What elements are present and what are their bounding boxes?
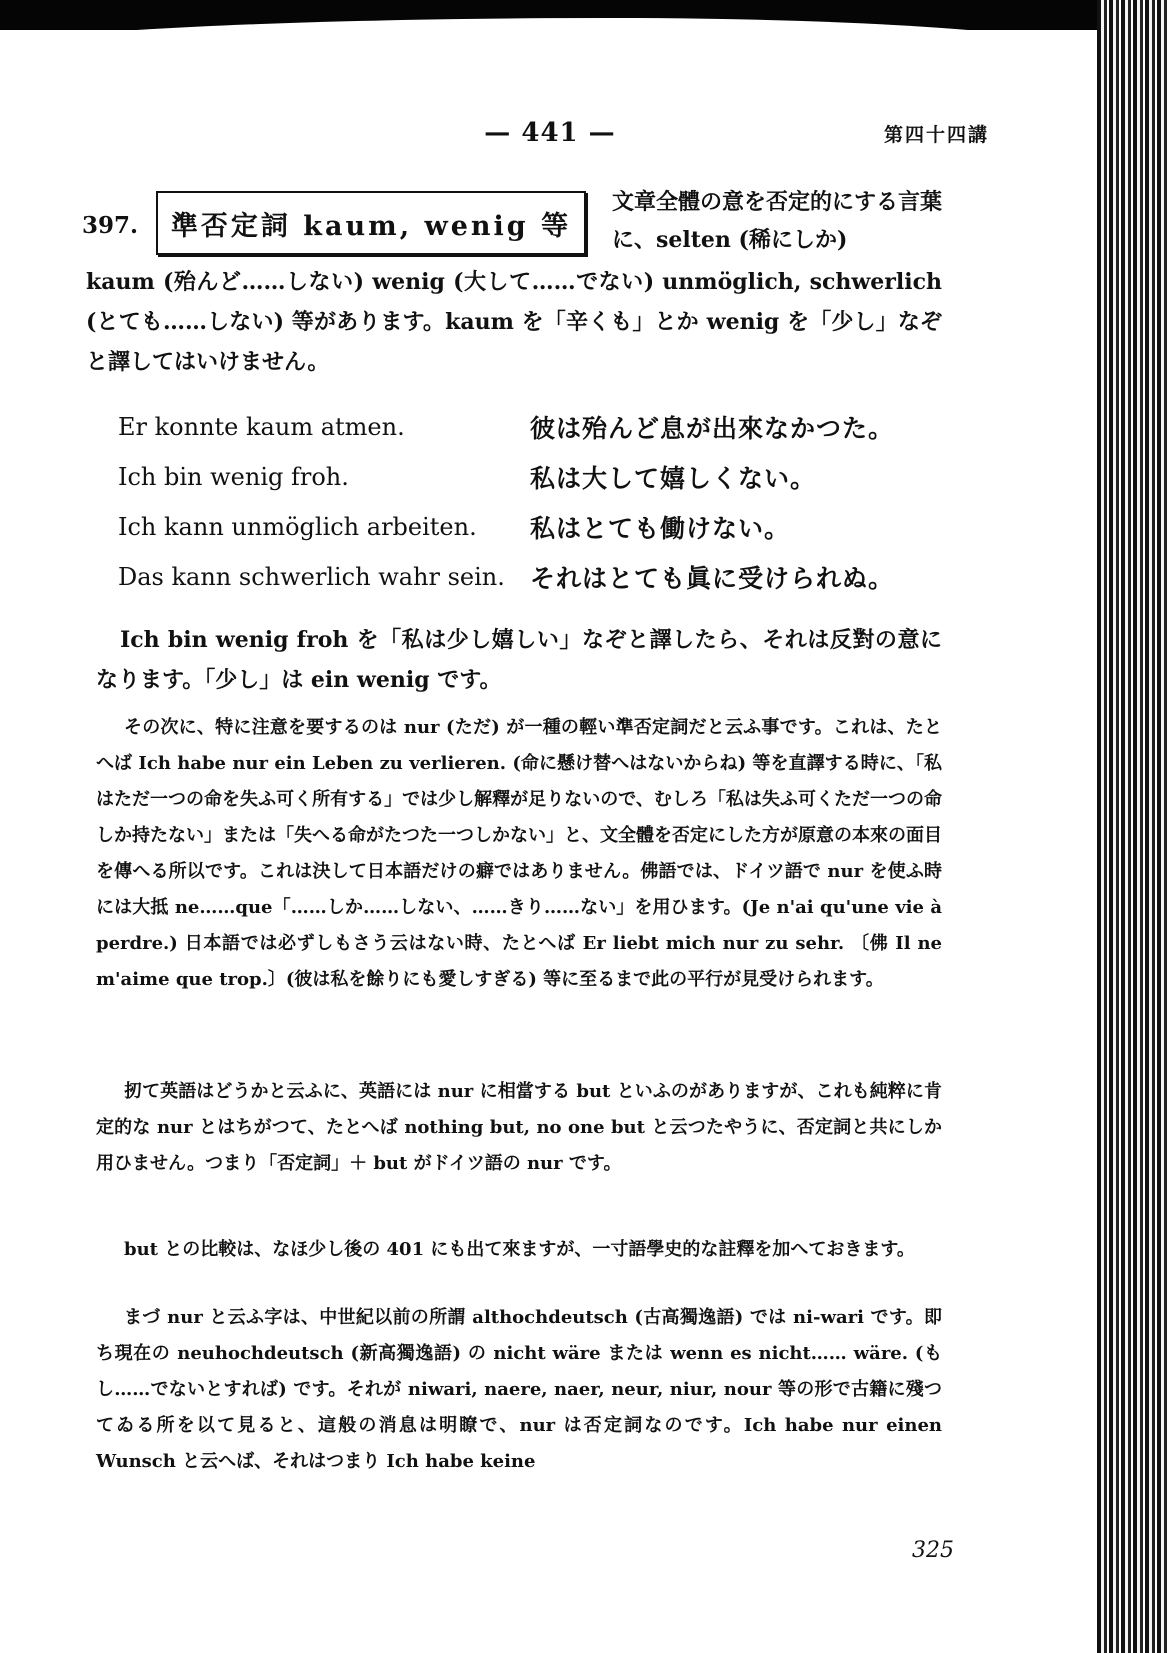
- example-row: [118, 452, 948, 502]
- paragraph-but-comparison: but との比較は、なほ少し後の 401 にも出て來ますが、一寸語學史的な註釋を加へておきます。: [124, 1239, 915, 1260]
- page-number-header: — 441 —: [484, 118, 616, 148]
- paragraph-english-but: 扨て英語はどうかと云ふに、英語には nur に相當する but といふのがありますが、これも純粹に肯定的な nur とはちがつて、たとへば nothing but, no one but と云つたやうに、否定詞と共にしか用ひません。つまり「否定詞」＋ but がドイツ語の nur です。: [96, 1081, 942, 1174]
- section-title-box: [156, 191, 586, 255]
- intro-text-right: 文章全體の意を否定的にする言葉に、selten (稀にしか): [612, 189, 943, 253]
- example-row: [118, 552, 948, 602]
- paragraph-explanation: Ich bin wenig froh を「私は少し嬉しい」なぞと譯したら、それは反對の意になります。「少し」は ein wenig です。: [96, 627, 942, 693]
- footer-page-number: 325: [912, 1538, 954, 1563]
- example-german: Das kann schwerlich wahr sein.: [118, 563, 505, 591]
- paragraph-etymology: まづ nur と云ふ字は、中世紀以前の所謂 althochdeutsch (古高獨逸語) では ni-wari です。即ち現在の neuhochdeutsch (新高獨逸語) の nicht wäre または wenn es nicht…… wäre. (もし……でないとすれば) です。それが niwari, naere, naer, neur, niur, nour 等の形で古籍に殘つてゐる所を以て見ると、這般の消息は明瞭で、nur は否定詞なのです。Ich habe nur einen Wunsch と云へば、それはつまり Ich habe keine: [96, 1307, 942, 1472]
- chapter-title: 第四十四講: [883, 124, 989, 146]
- example-german: Er konnte kaum atmen.: [118, 413, 405, 441]
- example-row: [118, 402, 948, 452]
- example-sentences: [118, 402, 948, 602]
- book-binding-edge: [1097, 0, 1169, 1653]
- example-japanese: 彼は殆んど息が出來なかつた。: [530, 414, 895, 443]
- example-japanese: それはとても眞に受けられぬ。: [530, 564, 895, 593]
- example-japanese: 私はとても働けない。: [530, 514, 791, 543]
- section-title: 準否定詞 kaum, wenig 等: [170, 210, 572, 242]
- paragraph-nur-note: その次に、特に注意を要するのは nur (ただ) が一種の輕い準否定詞だと云ふ事です。これは、たとへば Ich habe nur ein Leben zu verlieren. (命に懸け替へはないからね) 等を直譯する時に、「私はただ一つの命を失ふ可く所有する」では少し解釋が足りないので、むしろ「私は失ふ可くただ一つの命しか持たない」または「失へる命がたつた一つしかない」と、文全體を否定にした方が原意の本來の面目を傳へる所以です。これは決して日本語だけの癖ではありません。佛語では、ドイツ語で nur を使ふ時には大抵 ne……que「……しか……しない、……きり……ない」を用ひます。(Je n'ai qu'une vie à perdre.) 日本語では必ずしもさう云はない時、たとへば Er liebt mich nur zu sehr. 〔佛 Il ne m'aime que trop.〕(彼は私を餘りにも愛しすぎる) 等に至るまで此の平行が見受けられます。: [96, 717, 942, 990]
- example-german: Ich kann unmöglich arbeiten.: [118, 513, 477, 541]
- intro-text-full: kaum (殆んど……しない) wenig (大して……でない) unmöglich, schwerlich (とても……しない) 等があります。kaum を「辛くも」とか wenig を「少し」なぞと譯してはいけません。: [86, 269, 942, 375]
- section-number: 397.: [82, 212, 139, 239]
- example-german: Ich bin wenig froh.: [118, 463, 349, 491]
- example-row: [118, 502, 948, 552]
- example-japanese: 私は大して嬉しくない。: [530, 464, 817, 493]
